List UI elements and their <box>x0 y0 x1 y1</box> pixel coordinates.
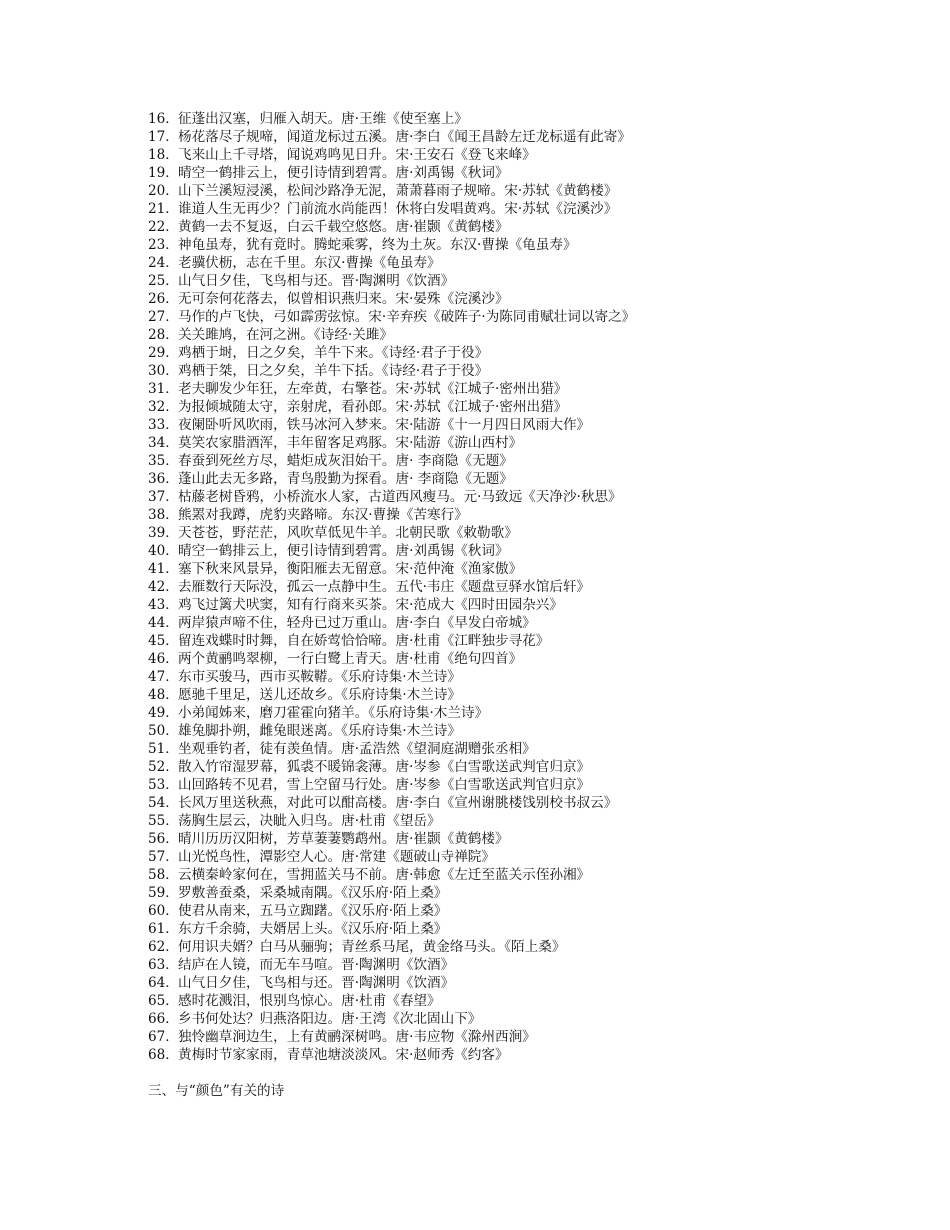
poem-line <box>148 596 908 614</box>
poem-text: 鸡栖于桀，日之夕矣，羊牛下括。《诗经·君子于役》 <box>178 363 489 379</box>
poem-number: 35． <box>148 453 179 469</box>
poem-number: 23． <box>148 237 179 253</box>
poem-number: 25． <box>148 273 179 289</box>
poem-number: 33． <box>148 417 179 433</box>
poem-line <box>148 164 908 182</box>
poem-text: 使君从南来，五马立踟躇。《汉乐府·陌上桑》 <box>178 903 448 919</box>
poem-number: 65． <box>148 993 179 1009</box>
poem-line <box>148 344 908 362</box>
poem-number: 16． <box>148 111 179 127</box>
poem-number: 68． <box>148 1047 179 1063</box>
poem-number: 27． <box>148 309 179 325</box>
poem-number: 24． <box>148 255 179 271</box>
poem-number: 31． <box>148 381 179 397</box>
poem-line <box>148 272 908 290</box>
poem-number: 30． <box>148 363 179 379</box>
poem-number: 62． <box>148 939 179 955</box>
poem-number: 17． <box>148 129 179 145</box>
poem-line <box>148 650 908 668</box>
poem-number: 36． <box>148 471 179 487</box>
poem-line <box>148 254 908 272</box>
poem-line <box>148 974 908 992</box>
poem-text: 山气日夕佳，飞鸟相与还。晋·陶渊明《饮酒》 <box>178 273 455 289</box>
poem-line <box>148 110 908 128</box>
poem-number: 66． <box>148 1011 179 1027</box>
poem-text: 乡书何处达？归燕洛阳边。唐·王湾《次北固山下》 <box>178 1011 482 1027</box>
poem-number: 61． <box>148 921 179 937</box>
poem-line <box>148 614 908 632</box>
poem-text: 莫笑农家腊酒浑，丰年留客足鸡豚。宋·陆游《游山西村》 <box>178 435 523 451</box>
poem-line <box>148 920 908 938</box>
poem-number: 41． <box>148 561 179 577</box>
poem-number: 19． <box>148 165 179 181</box>
poem-list <box>148 110 908 1064</box>
poem-line <box>148 848 908 866</box>
poem-number: 52． <box>148 759 179 775</box>
poem-text: 山气日夕佳，飞鸟相与还。晋·陶渊明《饮酒》 <box>178 975 455 991</box>
poem-text: 鸡飞过篱犬吠窦，知有行商来买茶。宋·范成大《四时田园杂兴》 <box>178 597 563 613</box>
poem-number: 58． <box>148 867 179 883</box>
poem-text: 征蓬出汉塞，归雁入胡天。唐·王维《使至塞上》 <box>178 111 468 127</box>
poem-text: 愿驰千里足，送儿还故乡。《乐府诗集·木兰诗》 <box>178 687 461 703</box>
poem-text: 老骥伏枥，志在千里。东汉·曹操《龟虽寿》 <box>178 255 441 271</box>
poem-line <box>148 938 908 956</box>
poem-text: 无可奈何花落去，似曾相识燕归来。宋·晏殊《浣溪沙》 <box>178 291 509 307</box>
poem-text: 荡胸生层云，决眦入归鸟。唐·杜甫《望岳》 <box>178 813 441 829</box>
poem-text: 罗敷善蚕桑，采桑城南隅。《汉乐府·陌上桑》 <box>178 885 448 901</box>
poem-number: 26． <box>148 291 179 307</box>
poem-text: 谁道人生无再少？门前流水尚能西！休将白发唱黄鸡。宋·苏轼《浣溪沙》 <box>178 201 618 217</box>
poem-line <box>148 866 908 884</box>
poem-number: 55． <box>148 813 179 829</box>
poem-number: 57． <box>148 849 179 865</box>
poem-text: 黄鹤一去不复返，白云千载空悠悠。唐·崔颢《黄鹤楼》 <box>178 219 509 235</box>
poem-line <box>148 470 908 488</box>
poem-line <box>148 1046 908 1064</box>
poem-text: 为报倾城随太守，亲射虎，看孙郎。宋·苏轼《江城子·密州出猎》 <box>178 399 568 415</box>
poem-line <box>148 326 908 344</box>
poem-text: 坐观垂钓者，徒有羡鱼情。唐·孟浩然《望洞庭湖赠张丞相》 <box>178 741 536 757</box>
poem-number: 22． <box>148 219 179 235</box>
poem-line <box>148 488 908 506</box>
poem-line <box>148 434 908 452</box>
poem-text: 散入竹帘湿罗幕，狐裘不暖锦衾薄。唐·岑参《白雪歌送武判官归京》 <box>178 759 591 775</box>
poem-number: 63． <box>148 957 179 973</box>
poem-number: 20． <box>148 183 179 199</box>
poem-number: 18． <box>148 147 179 163</box>
poem-number: 29． <box>148 345 179 361</box>
poem-line <box>148 182 908 200</box>
poem-number: 32． <box>148 399 179 415</box>
poem-text: 枯藤老树昏鸦，小桥流水人家，古道西风瘦马。元·马致远《天净沙·秋思》 <box>178 489 622 505</box>
poem-text: 马作的卢飞快，弓如霹雳弦惊。宋·辛弃疾《破阵子·为陈同甫赋壮词以寄之》 <box>178 309 636 325</box>
poem-line <box>148 992 908 1010</box>
poem-number: 37． <box>148 489 179 505</box>
poem-number: 53． <box>148 777 179 793</box>
poem-number: 46． <box>148 651 179 667</box>
poem-text: 山回路转不见君，雪上空留马行处。唐·岑参《白雪歌送武判官归京》 <box>178 777 591 793</box>
poem-text: 去雁数行天际没，孤云一点静中生。五代·韦庄《题盘豆驿水馆后轩》 <box>178 579 591 595</box>
poem-line <box>148 740 908 758</box>
poem-line <box>148 794 908 812</box>
poem-line <box>148 218 908 236</box>
poem-number: 48． <box>148 687 179 703</box>
poem-text: 云横秦岭家何在，雪拥蓝关马不前。唐·韩愈《左迁至蓝关示侄孙湘》 <box>178 867 591 883</box>
poem-number: 44． <box>148 615 179 631</box>
poem-text: 留连戏蝶时时舞，自在娇莺恰恰啼。唐·杜甫《江畔独步寻花》 <box>178 633 550 649</box>
poem-text: 夜阑卧听风吹雨，铁马冰河入梦来。宋·陆游《十一月四日风雨大作》 <box>178 417 591 433</box>
poem-text: 山光悦鸟性，潭影空人心。唐·常建《题破山寺禅院》 <box>178 849 495 865</box>
poem-text: 雄兔脚扑朔，雌兔眼迷离。《乐府诗集·木兰诗》 <box>178 723 461 739</box>
poem-text: 东方千余骑，夫婿居上头。《汉乐府·陌上桑》 <box>178 921 448 937</box>
poem-number: 43． <box>148 597 179 613</box>
poem-line <box>148 704 908 722</box>
poem-line <box>148 200 908 218</box>
poem-number: 51． <box>148 741 179 757</box>
poem-line <box>148 956 908 974</box>
poem-line <box>148 830 908 848</box>
poem-line <box>148 380 908 398</box>
poem-line <box>148 668 908 686</box>
poem-text: 长风万里送秋燕，对此可以酣高楼。唐·李白《宣州谢朓楼饯别校书叔云》 <box>178 795 618 811</box>
poem-line <box>148 1010 908 1028</box>
poem-number: 67． <box>148 1029 179 1045</box>
poem-number: 60． <box>148 903 179 919</box>
poem-text: 鸡栖于埘，日之夕矣，羊牛下来。《诗经·君子于役》 <box>178 345 489 361</box>
poem-number: 64． <box>148 975 179 991</box>
poem-text: 塞下秋来风景异，衡阳雁去无留意。宋·范仲淹《渔家傲》 <box>178 561 523 577</box>
poem-text: 春蚕到死丝方尽，蜡炬成灰泪始干。唐· 李商隐《无题》 <box>178 453 513 469</box>
poem-number: 42． <box>148 579 179 595</box>
section-heading: 三、与“颜色”有关的诗 <box>148 1083 285 1099</box>
poem-text: 蓬山此去无多路，青鸟殷勤为探看。唐· 李商隐《无题》 <box>178 471 513 487</box>
poem-text: 黄梅时节家家雨，青草池塘淡淡风。宋·赵师秀《约客》 <box>178 1047 509 1063</box>
poem-number: 49． <box>148 705 179 721</box>
poem-number: 45． <box>148 633 179 649</box>
poem-number: 54． <box>148 795 179 811</box>
poem-text: 飞来山上千寻塔，闻说鸡鸣见日升。宋·王安石《登飞来峰》 <box>178 147 536 163</box>
poem-line <box>148 308 908 326</box>
poem-number: 50． <box>148 723 179 739</box>
poem-line <box>148 542 908 560</box>
poem-line <box>148 452 908 470</box>
poem-text: 何用识夫婿？白马从骊驹；青丝系马尾，黄金络马头。《陌上桑》 <box>178 939 566 955</box>
poem-text: 关关雎鸠，在河之洲。《诗经·关雎》 <box>178 327 394 343</box>
poem-text: 东市买骏马，西市买鞍鞯。《乐府诗集·木兰诗》 <box>178 669 461 685</box>
poem-text: 杨花落尽子规啼，闻道龙标过五溪。唐·李白《闻王昌龄左迁龙标遥有此寄》 <box>178 129 631 145</box>
poem-number: 34． <box>148 435 179 451</box>
poem-line <box>148 398 908 416</box>
poem-number: 59． <box>148 885 179 901</box>
poem-line <box>148 722 908 740</box>
poem-line <box>148 632 908 650</box>
poem-number: 47． <box>148 669 179 685</box>
poem-text: 独怜幽草涧边生，上有黄鹂深树鸣。唐·韦应物《滁州西涧》 <box>178 1029 536 1045</box>
poem-line <box>148 776 908 794</box>
poem-text: 两个黄鹂鸣翠柳，一行白鹭上青天。唐·杜甫《绝句四首》 <box>178 651 523 667</box>
poem-line <box>148 884 908 902</box>
poem-number: 21． <box>148 201 179 217</box>
poem-line <box>148 524 908 542</box>
poem-text: 老夫聊发少年狂，左牵黄，右擎苍。宋·苏轼《江城子·密州出猎》 <box>178 381 568 397</box>
poem-line <box>148 578 908 596</box>
poem-line <box>148 362 908 380</box>
poem-line <box>148 416 908 434</box>
poem-number: 56． <box>148 831 179 847</box>
poem-number: 40． <box>148 543 179 559</box>
poem-line <box>148 758 908 776</box>
poem-text: 感时花溅泪，恨别鸟惊心。唐·杜甫《春望》 <box>178 993 441 1009</box>
poem-line <box>148 146 908 164</box>
poem-line <box>148 506 908 524</box>
poem-line <box>148 560 908 578</box>
poem-text: 两岸猿声啼不住，轻舟已过万重山。唐·李白《早发白帝城》 <box>178 615 536 631</box>
poem-text: 结庐在人镜，而无车马喧。晋·陶渊明《饮酒》 <box>178 957 455 973</box>
poem-text: 晴空一鹤排云上，便引诗情到碧霄。唐·刘禹锡《秋词》 <box>178 543 509 559</box>
poem-text: 晴川历历汉阳树，芳草萋萋鹦鹉州。唐·崔颢《黄鹤楼》 <box>178 831 509 847</box>
poem-line <box>148 290 908 308</box>
poem-line <box>148 686 908 704</box>
poem-line <box>148 236 908 254</box>
poem-text: 熊罴对我蹲，虎豹夹路啼。东汉·曹操《苦寒行》 <box>178 507 468 523</box>
poem-number: 39． <box>148 525 179 541</box>
poem-line <box>148 902 908 920</box>
poem-text: 神龟虽寿，犹有竟时。腾蛇乘雾，终为土灰。东汉·曹操《龟虽寿》 <box>178 237 577 253</box>
poem-line <box>148 128 908 146</box>
poem-line <box>148 1028 908 1046</box>
poem-line <box>148 812 908 830</box>
poem-text: 天苍苍，野茫茫，风吹草低见牛羊。北朝民歌《敕勒歌》 <box>178 525 518 541</box>
poem-number: 28． <box>148 327 179 343</box>
poem-text: 山下兰溪短浸溪，松间沙路净无泥，萧萧暮雨子规啼。宋·苏轼《黄鹤楼》 <box>178 183 618 199</box>
poem-number: 38． <box>148 507 179 523</box>
poem-text: 小弟闻姊来，磨刀霍霍向猪羊。《乐府诗集·木兰诗》 <box>178 705 489 721</box>
poem-text: 晴空一鹤排云上，便引诗情到碧霄。唐·刘禹锡《秋词》 <box>178 165 509 181</box>
